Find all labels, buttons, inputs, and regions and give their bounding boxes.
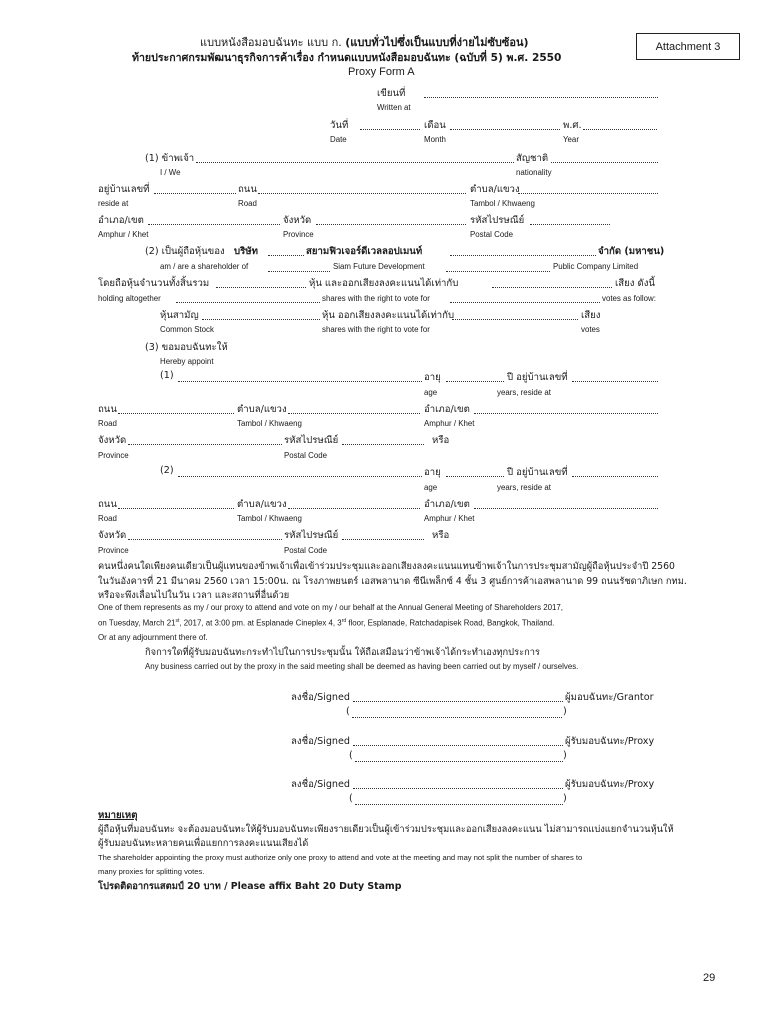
grantor-printed-name-field[interactable] [352, 717, 562, 718]
meeting-text-th-1: คนหนึ่งคนใดเพียงคนเดียวเป็นผู้แทนของข้าพเจ้าเพื่อเข้าร่วมประชุมและออกเสียงลงคะแนนแทนข้าพเจ้าในการประชุมสามัญผู้ถือหุ้นประจำปี 2560 [98, 561, 675, 572]
form-title-plain: แบบหนังสือมอบฉันทะ แบบ ก. [200, 36, 346, 49]
attachment-label: Attachment 3 [655, 40, 721, 53]
page-number: 29 [703, 972, 716, 984]
road-field[interactable] [258, 193, 466, 194]
appoint-label-en: Hereby appoint [160, 357, 214, 366]
date-label: วันที่ [330, 120, 349, 131]
amphur-label-en: Amphur / Khet [98, 230, 149, 239]
proxy1-age-field[interactable] [446, 381, 504, 382]
province-label-en: Province [283, 230, 314, 239]
proxy2-province-field[interactable] [128, 539, 282, 540]
company-name-en: Siam Future Development [333, 262, 425, 271]
votes-label-en: votes as follow: [602, 294, 656, 303]
proxy1-signature-field[interactable] [353, 745, 563, 746]
nationality-field[interactable] [551, 162, 658, 163]
proxy2-postal-label-en: Postal Code [284, 546, 327, 555]
month-label-en: Month [424, 135, 446, 144]
common-votes-field[interactable] [452, 319, 578, 320]
grantor-signed-label: ลงชื่อ/Signed [291, 692, 350, 703]
nationality-label: สัญชาติ [516, 153, 549, 164]
year-label-en: Year [563, 135, 579, 144]
shares-right-label: หุ้น และออกเสียงลงคะแนนได้เท่ากับ [309, 278, 459, 289]
amphur-field[interactable] [148, 224, 280, 225]
proxy2-tambol-label-en: Tambol / Khwaeng [237, 514, 302, 523]
grantor-paren-open: ( [346, 706, 350, 717]
company-field-pre [268, 255, 304, 256]
notes-th-2: ผู้รับมอบฉันทะหลายคนเพื่อแยกการลงคะแนนเสียงได้ [98, 838, 309, 849]
proxy2-amphur-label: อำเภอ/เขต [424, 499, 470, 510]
postal-field[interactable] [530, 224, 610, 225]
proxy1-province-label: จังหวัด [98, 435, 127, 446]
date-label-en: Date [330, 135, 347, 144]
road-label: ถนน [238, 184, 257, 195]
proxy2-role-label: ผู้รับมอบฉันทะ/Proxy [565, 779, 655, 790]
proxy2-age-label-en: age [424, 483, 438, 492]
proxy2-number: (2) [160, 465, 174, 476]
notes-en-2: many proxies for splitting votes. [98, 867, 205, 876]
province-label: จังหวัด [283, 215, 312, 226]
grantor-name-field[interactable] [196, 162, 514, 163]
date-field[interactable] [360, 129, 420, 130]
proxy1-province-label-en: Province [98, 451, 129, 460]
common-label-en: Common Stock [160, 325, 214, 334]
proxy2-or-label: หรือ [432, 530, 450, 541]
common-right-label: หุ้น ออกเสียงลงคะแนนได้เท่ากับ [322, 310, 455, 321]
votes-field-en [450, 302, 600, 303]
proxy1-tambol-label: ตำบล/แขวง [237, 404, 287, 415]
province-field[interactable] [316, 224, 466, 225]
common-label: หุ้นสามัญ [160, 310, 199, 321]
proxy2-years-label-en: years, reside at [497, 483, 551, 492]
proxy1-postal-field[interactable] [342, 444, 424, 445]
tambol-field[interactable] [518, 193, 658, 194]
proxy1-amphur-label: อำเภอ/เขต [424, 404, 470, 415]
proxy2-signed-label: ลงชื่อ/Signed [291, 779, 350, 790]
month-field[interactable] [450, 129, 560, 130]
tambol-label-en: Tambol / Khwaeng [470, 199, 535, 208]
deemed-text-en: Any business carried out by the proxy in the said meeting shall be deemed as having been carried out by myself / ourselves. [145, 662, 579, 671]
holding-label: โดยถือหุ้นจำนวนทั้งสิ้นรวม [98, 278, 210, 289]
proxy1-age-label-en: age [424, 388, 438, 397]
grantor-paren-close: ) [563, 706, 567, 717]
proxy1-or-label: หรือ [432, 435, 450, 446]
proxy2-road-label: ถนน [98, 499, 117, 510]
proxy1-paren-open: ( [349, 750, 353, 761]
proxy2-postal-field[interactable] [342, 539, 424, 540]
proxy2-amphur-field[interactable] [474, 508, 658, 509]
grantor-name-label: (1) ข้าพเจ้า [145, 153, 195, 164]
company-suffix-en: Public Company Limited [553, 262, 639, 271]
proxy1-amphur-label-en: Amphur / Khet [424, 419, 475, 428]
company-en-post [446, 271, 550, 272]
form-title-line2: ท้ายประกาศกรมพัฒนาธุรกิจการค้าเรื่อง กำหนดแบบหนังสือมอบฉันทะ (ฉบับที่ 5) พ.ศ. 2550 [132, 52, 562, 64]
postal-label: รหัสไปรษณีย์ [470, 215, 525, 226]
road-label-en: Road [238, 199, 257, 208]
proxy1-age-label: อายุ [424, 372, 441, 383]
written-at-field[interactable] [424, 97, 658, 98]
proxy2-amphur-label-en: Amphur / Khet [424, 514, 475, 523]
company-field-post [450, 255, 596, 256]
proxy2-province-label-en: Province [98, 546, 129, 555]
meeting-en-sup2: rd [341, 618, 347, 624]
reside-field[interactable] [154, 193, 236, 194]
common-right-label-en: shares with the right to vote for [322, 325, 430, 334]
notes-th-1: ผู้ถือหุ้นที่มอบฉันทะ จะต้องมอบฉันทะให้ผู้รับมอบฉันทะเพียงรายเดียวเป็นผู้เข้าร่วมประชุมและออกเสียงลงคะแนน ไม่สามารถแบ่งแยกจำนวนหุ้นให้ [98, 824, 674, 835]
grantor-signature-field[interactable] [353, 701, 563, 702]
meeting-en-2b: , 2017, at 3:00 pm. at Esplanade Cineplex 4, 3 [179, 618, 342, 628]
proxy2-paren-close: ) [563, 793, 567, 804]
shares-right-label-en: shares with the right to vote for [322, 294, 430, 303]
proxy2-name-field[interactable] [178, 476, 422, 477]
common-votes-label: เสียง [581, 310, 601, 321]
proxy2-province-label: จังหวัด [98, 530, 127, 541]
notes-en-1: The shareholder appointing the proxy must authorize only one proxy to attend and vote at the meeting and may not split the number of shares to [98, 853, 583, 862]
proxy2-printed-name-field[interactable] [355, 804, 563, 805]
written-at-label: เขียนที่ [377, 88, 406, 99]
proxy2-years-label: ปี อยู่บ้านเลขที่ [507, 467, 568, 478]
meeting-text-en-1: One of them represents as my / our proxy to attend and vote on my / our behalf at the Annual General Meeting of Shareholders 2017, [98, 603, 563, 612]
proxy2-age-label: อายุ [424, 467, 441, 478]
written-at-label-en: Written at [377, 103, 411, 112]
attachment-box [636, 33, 740, 60]
holding-field-en [176, 302, 320, 303]
proxy2-tambol-field[interactable] [288, 508, 420, 509]
proxy1-years-label: ปี อยู่บ้านเลขที่ [507, 372, 568, 383]
amphur-label: อำเภอ/เขต [98, 215, 144, 226]
proxy1-postal-label: รหัสไปรษณีย์ [284, 435, 339, 446]
proxy1-amphur-field[interactable] [474, 413, 658, 414]
proxy1-postal-label-en: Postal Code [284, 451, 327, 460]
meeting-en-2c: floor, Esplanade, Ratchadapisek Road, Bangkok, Thailand. [346, 618, 555, 628]
proxy1-signed-label: ลงชื่อ/Signed [291, 736, 350, 747]
proxy1-paren-close: ) [563, 750, 567, 761]
postal-label-en: Postal Code [470, 230, 513, 239]
stamp-note: โปรดติดอากรแสตมป์ 20 บาท / Please affix Baht 20 Duty Stamp [98, 881, 402, 892]
form-title-bold: (แบบทั่วไปซึ่งเป็นแบบที่ง่ายไม่ซับซ้อน) [345, 36, 529, 49]
proxy1-role-label: ผู้รับมอบฉันทะ/Proxy [565, 736, 655, 747]
proxy2-signature-field[interactable] [353, 788, 563, 789]
proxy1-province-field[interactable] [128, 444, 282, 445]
holding-field[interactable] [216, 287, 306, 288]
proxy2-paren-open: ( [349, 793, 353, 804]
proxy1-tambol-field[interactable] [288, 413, 420, 414]
meeting-text-en-3: Or at any adjournment there of. [98, 633, 208, 642]
proxy1-number: (1) [160, 370, 174, 381]
form-subtitle: Proxy Form A [348, 66, 415, 78]
nationality-label-en: nationality [516, 168, 552, 177]
grantor-name-label-en: I / We [160, 168, 181, 177]
month-label: เดือน [424, 120, 446, 131]
company-prefix: บริษัท [234, 246, 258, 257]
meeting-text-th-3: หรือจะพึงเลื่อนไปในวัน เวลา และสถานที่อื่นด้วย [98, 590, 290, 601]
tambol-label: ตำบล/แขวง [470, 184, 520, 195]
shares-votes-field[interactable] [492, 287, 612, 288]
proxy2-road-field[interactable] [118, 508, 234, 509]
proxy1-road-field[interactable] [118, 413, 234, 414]
meeting-en-2a: on Tuesday, March 21 [98, 618, 176, 628]
proxy2-tambol-label: ตำบล/แขวง [237, 499, 287, 510]
proxy1-reside-field[interactable] [572, 381, 658, 382]
reside-label: อยู่บ้านเลขที่ [98, 184, 150, 195]
deemed-text-th: กิจการใดที่ผู้รับมอบฉันทะกระทำไปในการประชุมนั้น ให้ถือเสมือนว่าข้าพเจ้าได้กระทำเองทุกประการ [145, 647, 540, 658]
meeting-text-th-2: ในวันอังคารที่ 21 มีนาคม 2560 เวลา 15:00น. ณ โรงภาพยนตร์ เอสพลานาด ซีนีเพล็กซ์ 4 ชั้น 3 ศูนย์การค้าเอสพลานาด 99 ถนนรัชดาภิเษก กทม. [98, 576, 687, 587]
proxy2-road-label-en: Road [98, 514, 117, 523]
year-label: พ.ศ. [563, 120, 582, 131]
shareholder-label: (2) เป็นผู้ถือหุ้นของ [145, 246, 225, 257]
meeting-text-en-2 [98, 618, 554, 628]
shareholder-label-en: am / are a shareholder of [160, 262, 249, 271]
proxy2-age-field[interactable] [446, 476, 504, 477]
proxy1-name-field[interactable] [178, 381, 422, 382]
proxy1-road-label: ถนน [98, 404, 117, 415]
common-shares-field[interactable] [202, 319, 320, 320]
appoint-label: (3) ขอมอบฉันทะให้ [145, 342, 228, 353]
notes-heading: หมายเหตุ [98, 810, 138, 821]
holding-label-en: holding altogether [98, 294, 161, 303]
proxy1-years-label-en: years, reside at [497, 388, 551, 397]
meeting-en-sup1: st [175, 618, 180, 624]
company-name-th: สยามฟิวเจอร์ดีเวลลอปเมนท์ [306, 246, 423, 257]
votes-label: เสียง ดังนี้ [615, 278, 655, 289]
company-suffix-th: จำกัด (มหาชน) [598, 246, 665, 257]
year-field[interactable] [583, 129, 657, 130]
proxy2-reside-field[interactable] [572, 476, 658, 477]
grantor-role-label: ผู้มอบฉันทะ/Grantor [565, 692, 654, 703]
proxy1-road-label-en: Road [98, 419, 117, 428]
proxy1-tambol-label-en: Tambol / Khwaeng [237, 419, 302, 428]
company-en-pre [268, 271, 330, 272]
proxy1-printed-name-field[interactable] [355, 761, 563, 762]
reside-label-en: reside at [98, 199, 129, 208]
common-votes-label-en: votes [581, 325, 600, 334]
proxy2-postal-label: รหัสไปรษณีย์ [284, 530, 339, 541]
